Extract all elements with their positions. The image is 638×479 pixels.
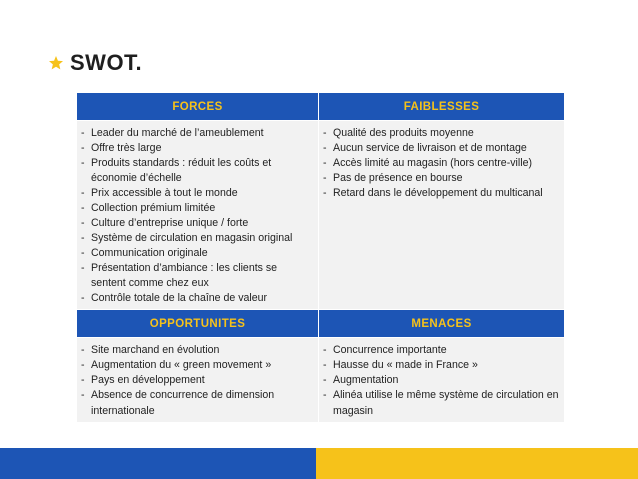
list-item: - Augmentation du « green movement » — [81, 358, 314, 373]
list-item: - Produits standards : réduit les coûts et économie d’échelle — [81, 156, 314, 186]
list-item: - Collection prémium limitée — [81, 201, 314, 216]
faiblesses-header: FAIBLESSES — [319, 93, 565, 121]
list-item: - Présentation d’ambiance : les clients se sentent comme chez eux — [81, 261, 314, 291]
forces-list — [81, 126, 314, 306]
list-item: - Site marchand en évolution — [81, 343, 314, 358]
opportunites-header: OPPORTUNITES — [77, 310, 319, 338]
menaces-list — [323, 343, 560, 418]
list-item: - Aucun service de livraison et de montage — [323, 141, 560, 156]
list-item: - Absence de concurrence de dimension internationale — [81, 388, 314, 418]
faiblesses-cell — [319, 121, 565, 310]
forces-header: FORCES — [77, 93, 319, 121]
swot-table — [76, 92, 565, 423]
list-item: - Alinéa utilise le même système de circulation en magasin — [323, 388, 560, 418]
list-item: - Concurrence importante — [323, 343, 560, 358]
menaces-header: MENACES — [319, 310, 565, 338]
list-item: - Qualité des produits moyenne — [323, 126, 560, 141]
footer-bar-yellow — [316, 448, 638, 479]
list-item: - Communication originale — [81, 246, 314, 261]
footer-bar-blue — [0, 448, 316, 479]
list-item: - Retard dans le développement du multicanal — [323, 186, 560, 201]
list-item: - Pays en développement — [81, 373, 314, 388]
opportunites-list — [81, 343, 314, 418]
faiblesses-list — [323, 126, 560, 201]
list-item: - Système de circulation en magasin original — [81, 231, 314, 246]
slide-title: SWOT. — [70, 50, 143, 75]
forces-cell — [77, 121, 319, 310]
list-item: - Hausse du « made in France » — [323, 358, 560, 373]
list-item: - Culture d’entreprise unique / forte — [81, 216, 314, 231]
list-item: - Augmentation — [323, 373, 560, 388]
list-item: - Pas de présence en bourse — [323, 171, 560, 186]
menaces-cell — [319, 338, 565, 422]
opportunites-cell — [77, 338, 319, 422]
list-item: - Offre très large — [81, 141, 314, 156]
list-item: - Accès limité au magasin (hors centre-ville) — [323, 156, 560, 171]
list-item: - Leader du marché de l’ameublement — [81, 126, 314, 141]
star-icon — [48, 55, 64, 71]
list-item: - Contrôle totale de la chaîne de valeur — [81, 291, 314, 306]
list-item: - Prix accessible à tout le monde — [81, 186, 314, 201]
slide-title-area — [48, 50, 142, 76]
